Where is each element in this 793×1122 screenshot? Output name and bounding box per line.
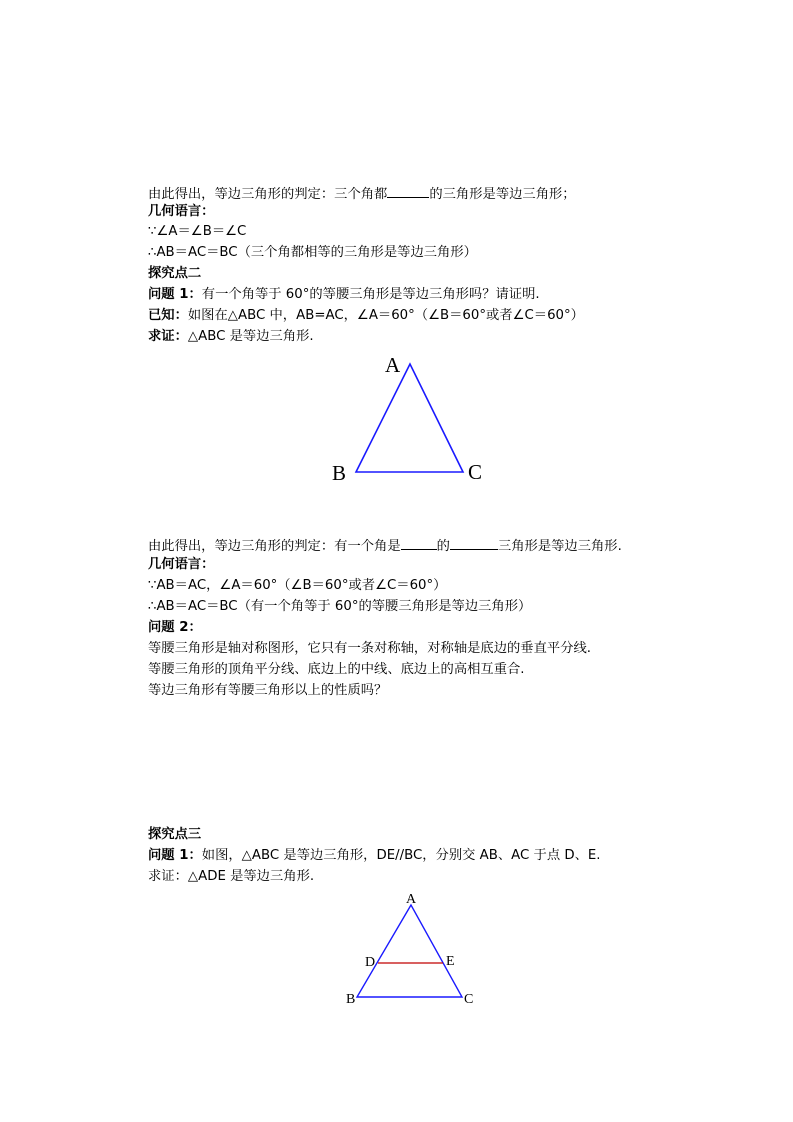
triangle-ade-figure bbox=[330, 885, 490, 1015]
question-2-line-1: 等腰三角形是轴对称图形，它只有一条对称轴，对称轴是底边的垂直平分线. bbox=[148, 641, 592, 656]
section-3-prove-line bbox=[148, 868, 314, 886]
prove-text: △ABC 是等边三角形. bbox=[187, 329, 314, 344]
blank-2 bbox=[401, 535, 437, 550]
blank-1 bbox=[387, 183, 429, 198]
section-heading-2: 探究点二 bbox=[148, 266, 202, 281]
question-1-text: 有一个角等于 60°的等腰三角形是等边三角形吗？请证明. bbox=[201, 287, 540, 302]
vertex-label-b: B bbox=[332, 461, 347, 485]
section-3-question-1-label: 问题 1： bbox=[148, 848, 202, 863]
section-3-question-1-line bbox=[148, 847, 601, 865]
vertex-label-e: E bbox=[446, 954, 455, 969]
vertex-label-b: B bbox=[346, 992, 356, 1007]
section-3-question-1-text: 如图，△ABC 是等边三角形，DE//BC，分别交 AB、AC 于点 D、E. bbox=[201, 848, 601, 863]
question-2-label: 问题 2： bbox=[148, 620, 202, 635]
geo-language-label-2: 几何语言： bbox=[148, 557, 215, 572]
blank-3 bbox=[450, 535, 498, 550]
section-3-prove-label: 求证： bbox=[148, 869, 188, 884]
vertex-label-d: D bbox=[365, 955, 376, 970]
conclusion-1-pre: 由此得出，等边三角形的判定：三个角都 bbox=[148, 187, 388, 202]
because-line-2: ∵AB＝AC，∠A＝60°（∠B＝60°或者∠C＝60°） bbox=[148, 578, 447, 593]
given-text: 如图在△ABC 中，AB=AC，∠A＝60°（∠B＝60°或者∠C＝60°） bbox=[187, 308, 584, 323]
geo-language-label-1: 几何语言： bbox=[148, 204, 215, 219]
therefore-line-2: ∴AB＝AC＝BC（有一个角等于 60°的等腰三角形是等边三角形） bbox=[148, 599, 532, 614]
vertex-label-a: A bbox=[406, 892, 417, 907]
therefore-line-1: ∴AB＝AC＝BC（三个角都相等的三角形是等边三角形） bbox=[148, 245, 477, 260]
section-heading-3: 探究点三 bbox=[148, 827, 202, 842]
prove-line bbox=[148, 328, 314, 346]
given-label: 已知： bbox=[148, 308, 188, 323]
question-1-line bbox=[148, 286, 540, 304]
conclusion-2-mid: 的 bbox=[436, 539, 450, 554]
vertex-label-c: C bbox=[464, 992, 474, 1007]
because-line-1: ∵∠A＝∠B＝∠C bbox=[148, 224, 247, 239]
triangle-abc bbox=[356, 364, 463, 472]
conclusion-line-2 bbox=[148, 535, 622, 556]
question-2-line-3: 等边三角形有等腰三角形以上的性质吗？ bbox=[148, 683, 388, 698]
vertex-label-c: C bbox=[468, 460, 483, 484]
conclusion-2-pre: 由此得出，等边三角形的判定：有一个角是 bbox=[148, 539, 401, 554]
prove-label: 求证： bbox=[148, 329, 188, 344]
given-line bbox=[148, 307, 584, 325]
section-3-prove-text: △ADE 是等边三角形. bbox=[187, 869, 315, 884]
question-2-line-2: 等腰三角形的顶角平分线、底边上的中线、底边上的高相互重合. bbox=[148, 662, 525, 677]
conclusion-2-post: 三角形是等边三角形. bbox=[497, 539, 622, 554]
conclusion-1-post: 的三角形是等边三角形； bbox=[429, 187, 576, 202]
vertex-label-a: A bbox=[385, 353, 401, 377]
triangle-abc-figure bbox=[320, 350, 500, 490]
conclusion-line-1 bbox=[148, 183, 576, 204]
triangle-abc-large bbox=[357, 905, 462, 997]
question-1-label: 问题 1： bbox=[148, 287, 202, 302]
